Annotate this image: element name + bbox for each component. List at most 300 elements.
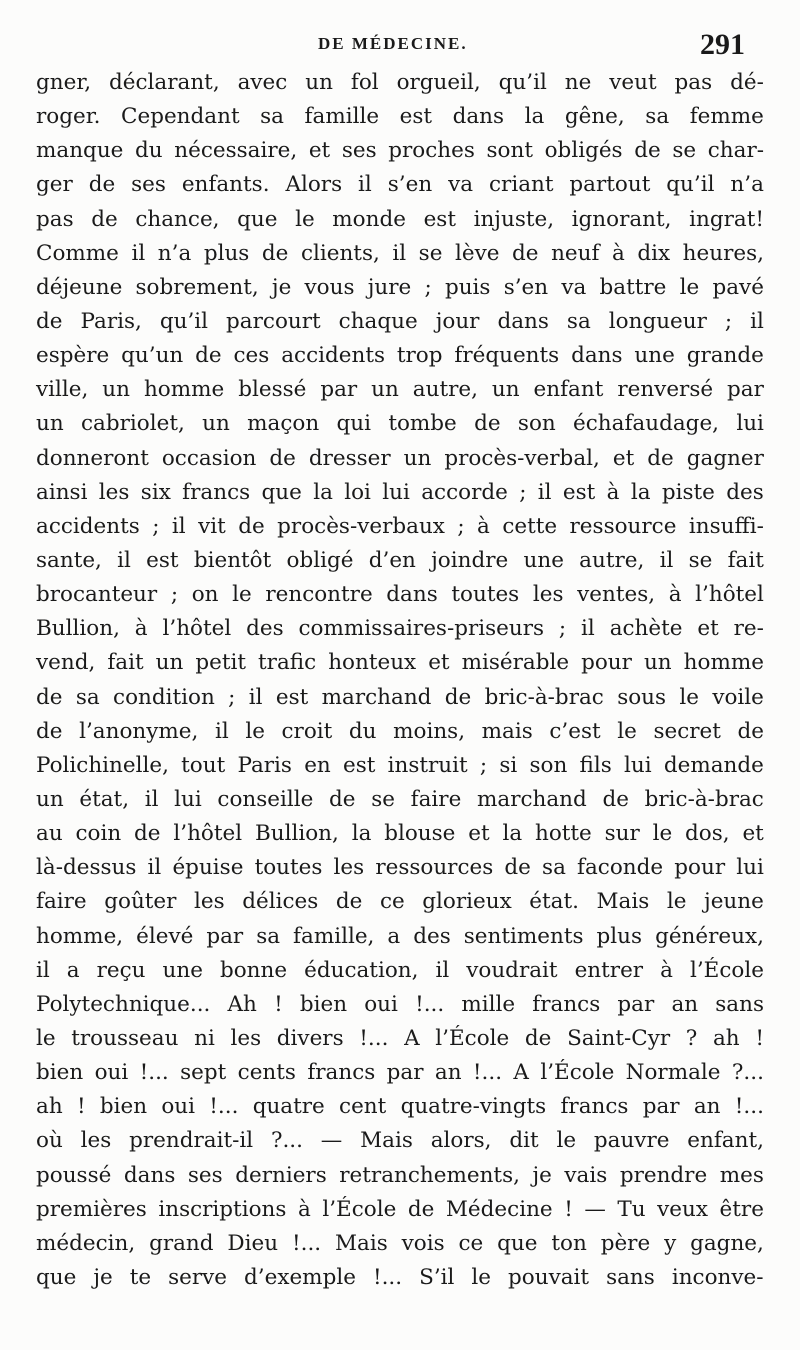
word: et xyxy=(612,445,635,471)
text-line xyxy=(36,407,764,441)
word: instruit xyxy=(387,752,468,778)
word: autre, xyxy=(412,377,478,403)
word: ! xyxy=(274,991,283,1017)
word: lui xyxy=(382,479,410,505)
word: brocanteur xyxy=(36,582,158,608)
word: Polichinelle, xyxy=(36,752,169,778)
word: il xyxy=(36,957,50,983)
word: sa xyxy=(542,855,566,881)
word: de xyxy=(407,1196,435,1222)
page-number: 291 xyxy=(700,28,745,61)
word: est xyxy=(342,752,376,778)
word: accidents xyxy=(281,343,385,369)
word: éducation, xyxy=(304,957,419,983)
word: !... xyxy=(291,1230,322,1256)
word: lève xyxy=(454,240,500,266)
text-line xyxy=(36,134,764,168)
word: mais xyxy=(481,718,533,744)
word: il xyxy=(392,240,407,266)
word: maçon xyxy=(247,411,320,437)
word: de xyxy=(634,138,661,164)
word: grand xyxy=(149,1230,214,1256)
word: A xyxy=(513,1060,529,1086)
word: pas xyxy=(36,206,74,232)
word: sans xyxy=(715,991,764,1017)
word: il xyxy=(131,240,146,266)
word: un xyxy=(155,650,184,676)
word: Bullion, xyxy=(36,616,120,642)
word: et xyxy=(308,138,331,164)
word: ton xyxy=(551,1230,587,1256)
word: il xyxy=(144,786,159,812)
word: voudrait xyxy=(466,957,558,983)
word: cabriolet, xyxy=(81,411,185,437)
text-line xyxy=(36,544,764,578)
text-line xyxy=(36,1261,764,1295)
word: je xyxy=(271,274,292,300)
word: dans xyxy=(497,308,549,334)
word: nécessaire, xyxy=(174,138,298,164)
word: de xyxy=(195,343,222,369)
word: trafic xyxy=(258,650,317,676)
word: fils xyxy=(579,752,612,778)
word: sa xyxy=(566,308,591,334)
word: de xyxy=(647,445,674,471)
word: ces xyxy=(233,343,270,369)
word: longueur xyxy=(608,308,707,334)
word: qu’il xyxy=(498,70,547,95)
word: de xyxy=(504,855,531,881)
word: déclarant, xyxy=(109,70,220,95)
word: un xyxy=(202,411,230,437)
word: ; xyxy=(152,513,160,539)
word: homme, xyxy=(36,923,124,949)
word: les xyxy=(98,479,130,505)
word: Médecine xyxy=(445,1196,553,1222)
word: bric-à-brac xyxy=(484,684,604,710)
word: Paris, xyxy=(80,308,142,334)
word: !... xyxy=(415,991,445,1017)
word: un xyxy=(102,377,130,403)
text-line xyxy=(36,1022,764,1056)
word: chaque xyxy=(338,308,418,334)
word: mes xyxy=(719,1162,764,1188)
word: d’exemple xyxy=(244,1264,356,1290)
word: injuste, xyxy=(473,206,555,232)
word: un xyxy=(36,786,64,812)
word: de xyxy=(269,445,296,471)
text-line xyxy=(36,954,764,988)
word: il xyxy=(147,855,162,881)
text-line xyxy=(36,646,764,680)
word: un xyxy=(491,377,520,403)
word: char- xyxy=(707,138,764,164)
word: sa xyxy=(256,923,281,949)
text-line xyxy=(36,305,764,339)
word: francs xyxy=(307,1060,376,1086)
word: n’a xyxy=(730,172,764,198)
word: vit xyxy=(198,513,226,539)
word: glorieux xyxy=(422,889,512,915)
word: dans xyxy=(123,1162,176,1188)
word: trop xyxy=(396,343,443,369)
word: se xyxy=(371,786,395,812)
word: n’a xyxy=(157,240,192,266)
word: clients, xyxy=(300,240,380,266)
word: par xyxy=(386,1060,424,1086)
word: femme xyxy=(689,104,764,130)
word: et xyxy=(697,616,719,642)
word: l’École xyxy=(540,1060,615,1086)
word: veux xyxy=(657,1196,708,1222)
word: s’en xyxy=(503,274,549,300)
word: bien xyxy=(299,991,348,1017)
word: !... xyxy=(372,1264,403,1290)
word: la xyxy=(351,821,372,847)
word: plus xyxy=(596,923,643,949)
word: homme xyxy=(143,377,225,403)
word: à xyxy=(297,1196,311,1222)
word: au xyxy=(36,821,63,847)
word: — xyxy=(584,1196,606,1222)
word: de xyxy=(329,786,356,812)
word: pavé xyxy=(712,274,764,300)
word: an xyxy=(693,1094,721,1120)
word: sept xyxy=(180,1060,227,1086)
word: des xyxy=(726,479,764,505)
word: pour xyxy=(581,650,632,676)
word: pour xyxy=(674,855,726,881)
word: ce xyxy=(458,1230,484,1256)
word: procès-verbaux xyxy=(277,513,445,539)
word: tout xyxy=(181,752,226,778)
word: obligés xyxy=(544,138,623,164)
word: ignorant, xyxy=(571,206,672,232)
word: déjeune xyxy=(36,274,123,300)
word: secret xyxy=(653,718,721,744)
word: cents xyxy=(237,1060,296,1086)
word: de xyxy=(134,821,161,847)
word: prendrait-il xyxy=(129,1128,254,1154)
word: par xyxy=(320,377,358,403)
word: de xyxy=(36,684,63,710)
word: va xyxy=(561,274,587,300)
running-head xyxy=(0,30,800,64)
word: Mais xyxy=(335,1230,388,1256)
word: par xyxy=(642,1094,680,1120)
word: Normale xyxy=(625,1060,721,1086)
word: ; xyxy=(228,684,236,710)
word: où xyxy=(36,1128,63,1154)
word: ville, xyxy=(36,377,89,403)
text-line xyxy=(36,1056,764,1090)
word: an xyxy=(671,991,699,1017)
word: un xyxy=(403,445,432,471)
word: de xyxy=(36,718,63,744)
word: des xyxy=(413,923,451,949)
word: oui xyxy=(94,1060,129,1086)
word: pauvre xyxy=(593,1128,670,1154)
word: Polytechnique... xyxy=(36,991,211,1017)
word: est xyxy=(146,547,179,573)
word: élevé xyxy=(136,923,194,949)
word: conseille xyxy=(217,786,314,812)
word: sentiments xyxy=(463,923,584,949)
word: francs xyxy=(182,479,251,505)
word: moins, xyxy=(393,718,466,744)
text-line xyxy=(36,373,764,407)
word: l’École xyxy=(689,957,764,983)
word: l’hôtel xyxy=(173,821,243,847)
word: la xyxy=(630,479,651,505)
word: a xyxy=(387,923,401,949)
word: gagner xyxy=(686,445,764,471)
word: fait xyxy=(727,547,764,573)
word: bonne xyxy=(219,957,288,983)
word: et xyxy=(468,821,490,847)
word: bien xyxy=(99,1094,148,1120)
word: s’en xyxy=(387,172,433,198)
word: ! xyxy=(76,1094,86,1120)
word: de xyxy=(335,889,363,915)
word: Alors xyxy=(285,172,343,198)
word: bientôt xyxy=(193,547,272,573)
word: là-dessus xyxy=(36,855,137,881)
word: qu’il xyxy=(666,172,715,198)
word: de xyxy=(737,718,764,744)
text-line xyxy=(36,1159,764,1193)
word: ?... xyxy=(270,1128,303,1154)
word: va xyxy=(448,172,474,198)
word: je xyxy=(93,1264,113,1290)
word: qu’il xyxy=(159,308,209,334)
word: ! xyxy=(564,1196,573,1222)
word: y xyxy=(664,1230,677,1256)
word: serve xyxy=(168,1264,228,1290)
word: les xyxy=(80,1128,112,1154)
word: toutes xyxy=(451,582,520,608)
word: état, xyxy=(79,786,130,812)
running-title: DE MÉDECINE. xyxy=(318,34,468,53)
word: ses xyxy=(187,1162,223,1188)
text-line xyxy=(36,885,764,919)
word: marchand xyxy=(321,684,432,710)
text-line xyxy=(36,1193,764,1227)
word: ses xyxy=(341,138,377,164)
text-line xyxy=(36,783,764,817)
word: premières xyxy=(36,1196,147,1222)
word: proches xyxy=(388,138,475,164)
word: honteux xyxy=(328,650,417,676)
word: en xyxy=(304,752,331,778)
word: de xyxy=(602,786,629,812)
word: et xyxy=(742,821,764,847)
word: parcourt xyxy=(226,308,321,334)
word: à xyxy=(134,616,148,642)
word: à xyxy=(477,513,490,539)
word: quatre xyxy=(252,1094,325,1120)
word: manque xyxy=(36,138,124,164)
text-line xyxy=(36,168,764,202)
word: puis xyxy=(444,274,491,300)
word: te xyxy=(129,1264,152,1290)
word: l’hôtel xyxy=(695,582,764,608)
word: un xyxy=(371,377,399,403)
word: un xyxy=(305,70,333,95)
word: les xyxy=(194,889,225,915)
word: de xyxy=(238,513,265,539)
word: le xyxy=(232,582,252,608)
word: commissaires-priseurs xyxy=(298,616,545,642)
word: quatre-vingts xyxy=(400,1094,547,1120)
word: dresser xyxy=(308,445,391,471)
word: ; xyxy=(170,582,179,608)
word: il xyxy=(537,479,552,505)
word: piste xyxy=(661,479,715,505)
word: l’École xyxy=(322,1196,397,1222)
word: A xyxy=(404,1025,420,1051)
word: criant xyxy=(489,172,554,198)
word: entrer xyxy=(574,957,644,983)
word: monde xyxy=(332,206,406,232)
text-line xyxy=(36,1124,764,1158)
word: homme xyxy=(683,650,764,676)
word: de xyxy=(88,172,116,198)
word: poussé xyxy=(36,1162,112,1188)
word: pas xyxy=(674,70,713,95)
word: ; xyxy=(479,752,488,778)
word: un xyxy=(36,411,64,437)
word: est xyxy=(399,104,433,130)
word: jeune xyxy=(704,889,764,915)
word: oui xyxy=(364,991,398,1017)
word: ger xyxy=(36,172,73,198)
word: !... xyxy=(209,1094,239,1120)
word: reçu xyxy=(96,957,146,983)
word: est xyxy=(423,206,456,232)
word: S’il xyxy=(419,1264,455,1290)
word: obligé xyxy=(286,547,354,573)
word: les xyxy=(532,582,564,608)
word: re- xyxy=(733,616,764,642)
word: il xyxy=(117,547,131,573)
text-line xyxy=(36,66,764,100)
word: divers xyxy=(276,1025,344,1051)
word: goûter xyxy=(104,889,177,915)
word: être xyxy=(719,1196,764,1222)
word: du xyxy=(135,138,163,164)
word: francs xyxy=(532,991,601,1017)
word: de xyxy=(36,308,63,334)
word: une xyxy=(523,547,564,573)
text-line xyxy=(36,1227,764,1261)
word: d’en xyxy=(368,547,416,573)
word: le xyxy=(295,206,315,232)
word: famille, xyxy=(293,923,375,949)
word: à xyxy=(606,479,620,505)
word: — xyxy=(320,1128,343,1154)
word: inscriptions xyxy=(158,1196,287,1222)
word: les xyxy=(230,1025,262,1051)
word: bien xyxy=(36,1060,84,1086)
word: cent xyxy=(339,1094,387,1120)
text-line xyxy=(36,100,764,134)
word: francs xyxy=(560,1094,629,1120)
word: prendre xyxy=(619,1162,708,1188)
word: Dieu xyxy=(227,1230,279,1256)
word: rencontre xyxy=(265,582,373,608)
word: un xyxy=(643,650,672,676)
word: heures, xyxy=(682,240,764,266)
word: de xyxy=(474,411,501,437)
word: sans xyxy=(606,1264,655,1290)
text-line xyxy=(36,271,764,305)
word: battre xyxy=(599,274,667,300)
word: six xyxy=(140,479,171,505)
word: que xyxy=(36,1264,77,1290)
word: blessé xyxy=(238,377,307,403)
word: accorde xyxy=(421,479,508,505)
word: Saint-Cyr xyxy=(567,1025,671,1051)
word: qui xyxy=(336,411,371,437)
word: est xyxy=(275,684,309,710)
word: famille xyxy=(304,104,380,130)
word: le xyxy=(36,1025,56,1051)
text-line xyxy=(36,476,764,510)
word: vous xyxy=(304,274,355,300)
word: veut xyxy=(609,70,657,95)
word: le xyxy=(679,684,699,710)
word: achète xyxy=(609,616,683,642)
word: il xyxy=(750,308,764,334)
word: il xyxy=(171,513,186,539)
word: une xyxy=(162,957,203,983)
word: il xyxy=(659,547,674,573)
word: Mais xyxy=(360,1128,413,1154)
word: partout xyxy=(569,172,651,198)
word: dix xyxy=(637,240,671,266)
word: lui xyxy=(624,752,652,778)
word: oui xyxy=(161,1094,195,1120)
word: ? xyxy=(685,1025,698,1051)
word: vend, xyxy=(36,650,96,676)
word: trousseau xyxy=(71,1025,179,1051)
word: lui xyxy=(174,786,202,812)
word: an xyxy=(434,1060,462,1086)
word: se xyxy=(688,547,713,573)
word: la xyxy=(502,821,523,847)
word: son xyxy=(517,411,556,437)
word: par xyxy=(206,923,244,949)
word: sante, xyxy=(36,547,102,573)
word: retranchements, xyxy=(339,1162,520,1188)
word: croit xyxy=(281,718,333,744)
text-line xyxy=(36,339,764,373)
word: Comme xyxy=(36,240,119,266)
word: Cependant xyxy=(121,104,240,130)
word: demande xyxy=(663,752,764,778)
word: ; xyxy=(424,274,432,300)
word: alors, xyxy=(430,1128,492,1154)
text-line xyxy=(36,1090,764,1124)
word: se xyxy=(672,138,697,164)
word: l’hôtel xyxy=(162,616,232,642)
word: dé- xyxy=(730,70,764,95)
word: ?... xyxy=(731,1060,764,1086)
word: orgueil, xyxy=(396,70,481,95)
word: insuffi- xyxy=(688,513,764,539)
word: jour xyxy=(435,308,480,334)
